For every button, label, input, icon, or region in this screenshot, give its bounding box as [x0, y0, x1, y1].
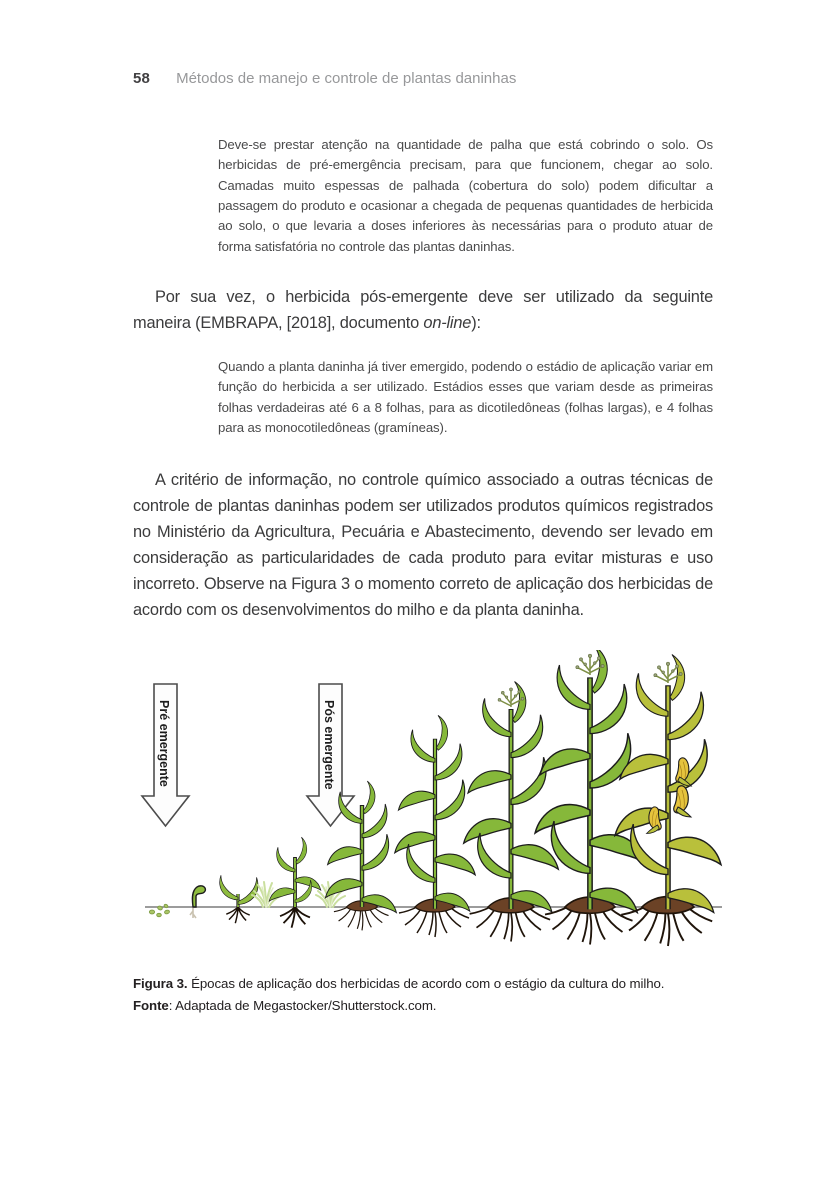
page-number: 58: [133, 70, 151, 87]
pos-emergent-label: Pós emergente: [322, 700, 336, 790]
blockquote-pre-emergence: Deve-se prestar atenção na quantidade de palha que está cobrindo o solo. Os herbicidas de pré-emergência precisam, para que funcionem, chegar ao solo. Camadas muito espessas de palhada (cobertura do solo) podem dificultar a passagem do produto e ocasionar a chegada de pequenas quantidades de herbicida ao solo, o que levaria a doses inferiores às necessárias para o produto atuar de forma satisfatória no controle das plantas daninhas.: [218, 137, 713, 254]
stage-young-plant: [269, 837, 321, 928]
source-line: [133, 995, 725, 1017]
source-text: : Adaptada de Megastocker/Shutterstock.com.: [168, 998, 437, 1013]
paragraph-text: ):: [471, 314, 481, 333]
source-label: Fonte: [133, 998, 169, 1013]
caption-label: Figura 3.: [133, 976, 188, 991]
caption-text: Épocas de aplicação dos herbicidas de acordo com o estágio da cultura do milho.: [187, 976, 665, 991]
caption-line: [133, 973, 725, 995]
blockquote-pos-emergence: Quando a planta daninha já tiver emergido, podendo o estádio de aplicação variar em função do herbicida a ser utilizado. Estádios esses que variam desde as primeiras folhas verdadeiras até 6 a 8 folhas, para as dicotiledôneas (folhas largas), e 4 folhas para as monocotiledôneas (gramíneas).: [218, 359, 713, 436]
paragraph-criterio: A critério de informação, no controle químico associado a outras técnicas de controle de plantas daninhas podem ser utilizados produtos químicos registrados no Ministério da Agricultura, Pecuária e Abastecimento, devendo ser levado em consideração as particularidades de cada produto para evitar misturas e uso incorreto. Observe na Figura 3 o momento correto de aplicação dos herbicidas de acordo com os desenvolvimentos do milho e da planta daninha.: [133, 471, 713, 620]
stage-pre-tassel-plant: [395, 715, 475, 937]
pre-emergent-label: Pré emergente: [157, 700, 171, 787]
stage-seeds: [149, 904, 169, 917]
stage-sprout: [190, 886, 205, 918]
figure-3: [133, 650, 725, 962]
figure-caption: [133, 973, 725, 1017]
corn-growth-figure: [133, 650, 725, 962]
paragraph-text: Por sua vez, o herbicida pós-emergente deve ser utilizado da seguinte maneira (EMBRAPA, [2018], documento: [133, 288, 713, 333]
stage-flowering-plant: [535, 650, 645, 945]
running-head: [133, 70, 516, 87]
italic-term: on-line: [423, 314, 472, 333]
pos-emergent-arrow: [307, 684, 354, 826]
chapter-title: Métodos de manejo e controle de plantas daninhas: [176, 70, 517, 87]
stage-seedling: [220, 875, 258, 923]
stage-tasseling-plant: [464, 681, 559, 942]
pre-emergent-arrow: [142, 684, 189, 826]
paragraph-pos-emergente: [133, 284, 713, 336]
